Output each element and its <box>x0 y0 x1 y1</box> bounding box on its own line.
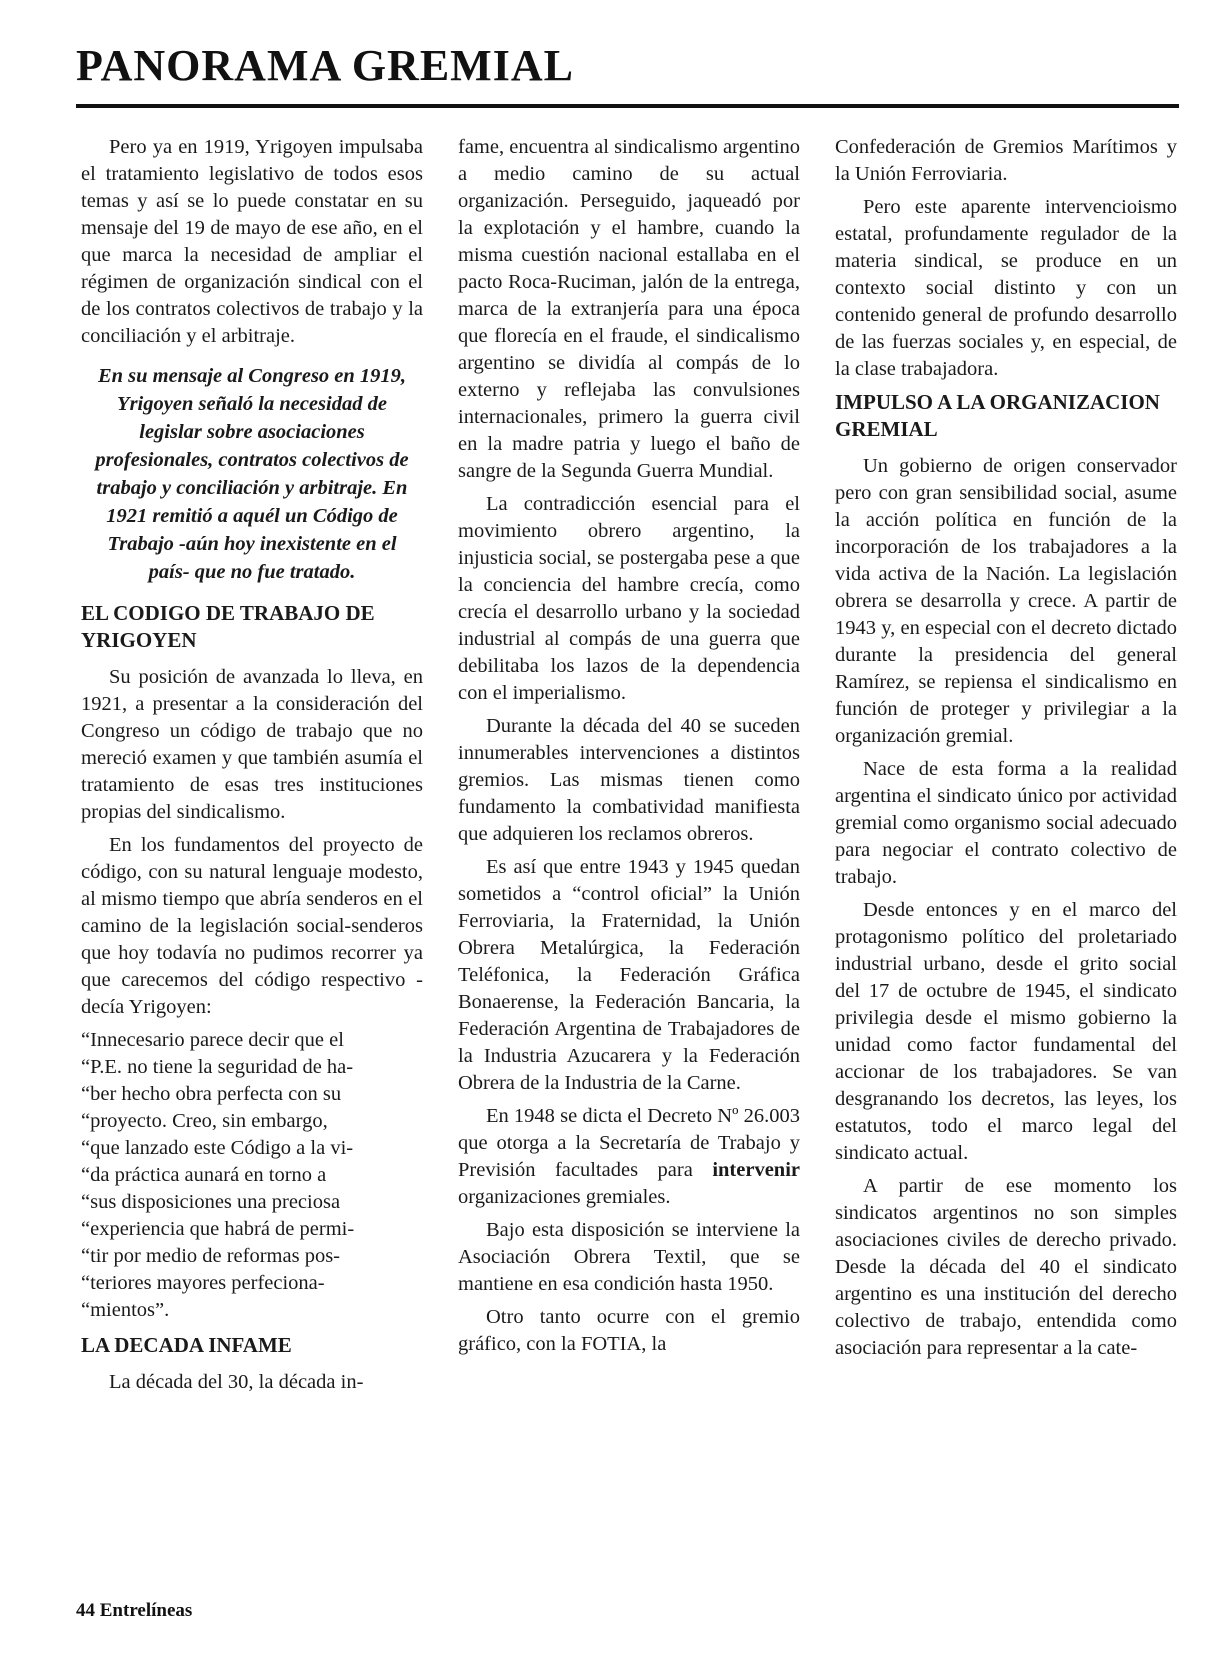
subheading-codigo-de-trabajo: EL CODIGO DE TRABAJO DE YRIGOYEN <box>81 601 375 652</box>
quote-line: “que lanzado este Código a la vi- <box>81 1137 354 1159</box>
column-1 <box>81 134 423 1402</box>
paragraph: fame, encuentra al sindicalismo argentino a medio camino de su actual organización. Perseguido, jaqueadó por la explotación y el hambre, cuando la misma cuestión nacional estallaba en el pacto Roca-Ruciman, jalón de la entrega, marca de la extranjería para una época que florecía en el fraude, el sindicalismo argentino se dividía al compás de lo externo y reflejaba las convulsiones internacionales, primero la guerra civil en la madre patria y luego el baño de sangre de la Segunda Guerra Mundial. <box>458 136 800 482</box>
quote-line: “teriores mayores perfeciona- <box>81 1272 325 1294</box>
paragraph: Durante la década del 40 se suceden innumerables intervenciones a distintos gremios. Las mismas tienen como fundamento la combatividad manifiesta que adquieren los reclamos obreros. <box>458 715 800 845</box>
paragraph: La década del 30, la década in- <box>109 1371 364 1393</box>
column-3 <box>835 134 1177 1368</box>
paragraph: A partir de ese momento los sindicatos argentinos no son simples asociaciones civiles de derecho privado. Desde la década del 40 el sindicato argentino es una institución del derecho colectivo de trabajo, entendida como asociación para representar a la cate- <box>835 1175 1177 1359</box>
quote-line: “experiencia que habrá de permi- <box>81 1218 355 1240</box>
paragraph <box>458 1103 800 1211</box>
quote-line: “proyecto. Creo, sin embargo, <box>81 1110 328 1132</box>
paragraph: Otro tanto ocurre con el gremio gráfico, con la FOTIA, la <box>458 1306 800 1355</box>
quote-line: “mientos”. <box>81 1299 170 1321</box>
quote-line: “tir por medio de reformas pos- <box>81 1245 341 1267</box>
quote-line: “ber hecho obra perfecta con su <box>81 1083 342 1105</box>
paragraph: En los fundamentos del proyecto de código, con su natural lenguaje modesto, al mismo tiempo que abría senderos en el camino de la legislación social-senderos que hoy todavía no pudimos recorrer ya que carecemos del código respectivo -decía Yrigoyen: <box>81 834 423 1018</box>
quote-line: “da práctica aunará en torno a <box>81 1164 327 1186</box>
paragraph: Bajo esta disposición se interviene la Asociación Obrera Textil, que se mantiene en esa condición hasta 1950. <box>458 1219 800 1295</box>
quote-line: “P.E. no tiene la seguridad de ha- <box>81 1056 354 1078</box>
paragraph: La contradicción esencial para el movimiento obrero argentino, la injusticia social, se postergaba pese a que la conciencia del hambre crecía, como crecía el desarrollo urbano y la sociedad industrial al compás de una guerra que debilitaba los lazos de la dependencia con el imperialismo. <box>458 493 800 704</box>
quote-line: “sus disposiciones una preciosa <box>81 1191 341 1213</box>
paragraph: Su posición de avanzada lo lleva, en 1921, a presentar a la consideración del Congreso un código de trabajo que no mereció examen y que también asumía el tratamiento de esas tres instituciones propias del sindicalismo. <box>81 666 423 823</box>
section-title: PANORAMA GREMIAL <box>76 41 574 90</box>
yrigoyen-quote <box>81 1027 423 1324</box>
paragraph: Pero ya en 1919, Yrigoyen impulsaba el tratamiento legislativo de todos esos temas y así se lo puede constatar en su mensaje del 19 de mayo de ese año, en el que marca la necesidad de ampliar el régimen de organización sindical con el de los contratos colectivos de trabajo y la conciliación y el arbitraje. <box>81 136 423 347</box>
quote-line: “Innecesario parece decir que el <box>81 1029 344 1051</box>
text-run: En 1948 se dicta el Decreto Nº 26.003 que otorga a la Secretaría de Trabajo y Previsión facultades para <box>458 1105 800 1181</box>
paragraph: Un gobierno de origen conservador pero con gran sensibilidad social, asume la acción política en función de la incorporación de los trabajadores a la vida activa de la Nación. La legislación obrera se desarrolla y crece. A partir de 1943 y, en especial con el decreto dictado durante la presidencia del general Ramírez, se repiensa el sindicalismo en función de proteger y privilegiar a la organización gremial. <box>835 455 1177 747</box>
title-rule <box>76 104 1179 108</box>
subheading-impulso-organizacion: IMPULSO A LA ORGANIZACION GREMIAL <box>835 390 1160 441</box>
paragraph: Es así que entre 1943 y 1945 quedan sometidos a “control oficial” la Unión Ferroviaria, la Fraternidad, la Unión Obrera Metalúrgica, la Federación Teléfonica, la Federación Gráfica Bonaerense, la Federación Bancaria, la Federación Argentina de Trabajadores de la Industria Azucarera y la Federación Obrera de la Industria de la Carne. <box>458 856 800 1094</box>
text-run: organizaciones gremiales. <box>458 1186 671 1208</box>
paragraph: Nace de esta forma a la realidad argentina el sindicato único por actividad gremial como organismo social adecuado para negociar el contrato colectivo de trabajo. <box>835 758 1177 888</box>
paragraph: Confederación de Gremios Marítimos y la Unión Ferroviaria. <box>835 136 1177 185</box>
subheading-decada-infame: LA DECADA INFAME <box>81 1333 292 1357</box>
paragraph: Pero este aparente intervencioismo estatal, profundamente regulador de la materia sindical, se produce en un contexto social distinto y con un contenido general de profundo desarrollo de las fuerzas sociales y, en especial, de la clase trabajadora. <box>835 196 1177 380</box>
page-folio: 44 Entrelíneas <box>76 1600 193 1621</box>
bold-text-run: intervenir <box>712 1159 800 1181</box>
column-2 <box>458 134 800 1364</box>
paragraph: Desde entonces y en el marco del protagonismo político del proletariado industrial urbano, desde el grito social del 17 de octubre de 1945, el sindicato privilegia desde el mismo gobierno la unidad como factor fundamental del accionar de los trabajadores. Se van desgranando los decretos, las leyes, los estatutos, todo el marco legal del sindicato actual. <box>835 899 1177 1164</box>
pull-quote: En su mensaje al Congreso en 1919, Yrigoyen señaló la necesidad de legislar sobre asociaciones profesionales, contratos colectivos de trabajo y conciliación y arbitraje. En 1921 remitió a aquél un Código de Trabajo -aún hoy inexistente en el país- que no fue tratado. <box>95 365 409 583</box>
